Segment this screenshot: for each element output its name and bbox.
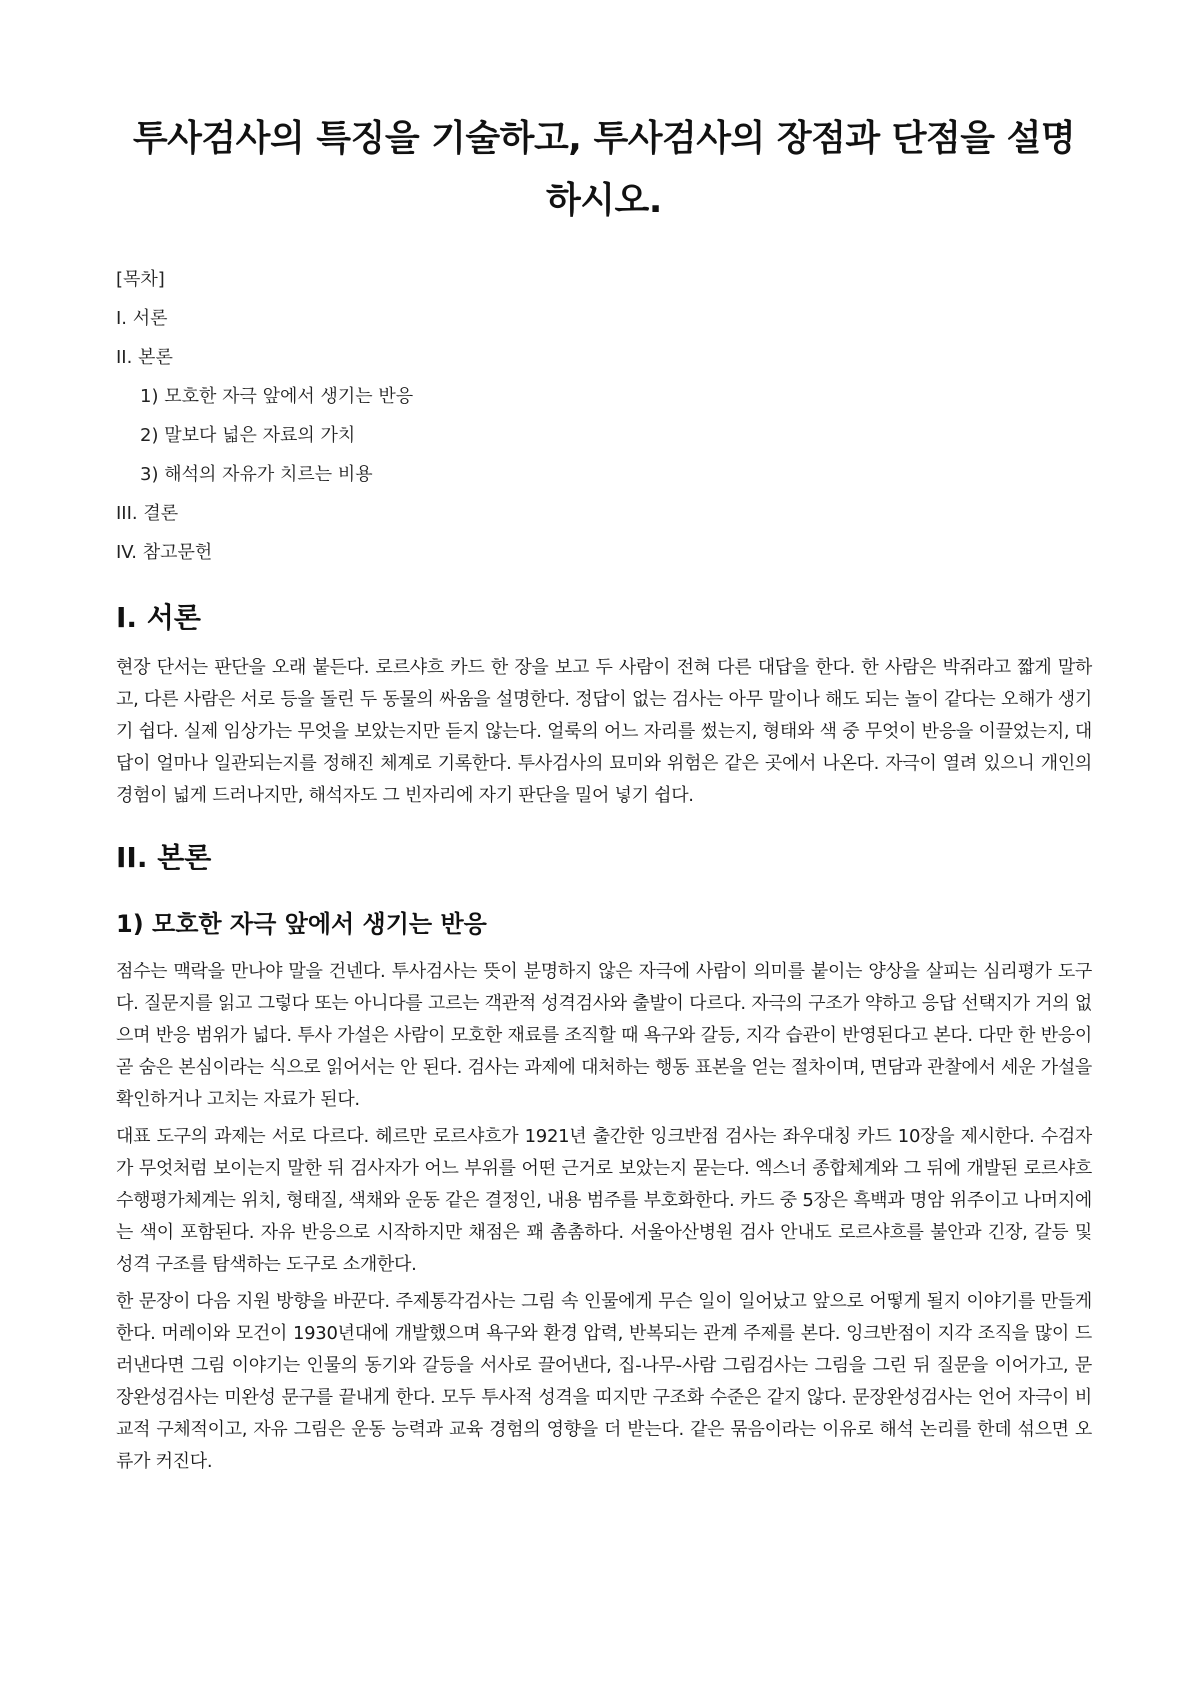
toc-item-body: II. 본론 [116,347,173,368]
toc-item-body-sub2: 2) 말보다 넓은 자료의 가치 [140,425,356,446]
body-sub1-paragraph-1: 점수는 맥락을 만나야 말을 건넨다. 투사검사는 뜻이 분명하지 않은 자극에 사람이 의미를 붙이는 양상을 살피는 심리평가 도구다. 질문지를 읽고 그렇다 또는 아니다를 고르는 객관적 성격검사와 출발이 다르다. 자극의 구조가 약하고 응답 선택지가 거의 없으며 반응 범위가 넓다. 투사 가설은 사람이 모호한 재료를 조직할 때 욕구와 갈등, 지각 습관이 반영된다고 본다. 다만 한 반응이 곧 숨은 본심이라는 식으로 읽어서는 안 된다. 검사는 과제에 대처하는 행동 표본을 얻는 절차이며, 면담과 관찰에서 세운 가설을 확인하거나 고치는 자료가 된다. [116,961,1092,1110]
body-sub1-paragraph-2: 대표 도구의 과제는 서로 다르다. 헤르만 로르샤흐가 1921년 출간한 잉크반점 검사는 좌우대칭 카드 10장을 제시한다. 수검자가 무엇처럼 보이는지 말한 뒤 검사자가 어느 부위를 어떤 근거로 보았는지 묻는다. 엑스너 종합체계와 그 뒤에 개발된 로르샤흐 수행평가체계는 위치, 형태질, 색채와 운동 같은 결정인, 내용 범주를 부호화한다. 카드 중 5장은 흑백과 명암 위주이고 나머지에는 색이 포함된다. 자유 반응으로 시작하지만 채점은 꽤 촘촘하다. 서울아산병원 검사 안내도 로르샤흐를 불안과 긴장, 갈등 및 성격 구조를 탐색하는 도구로 소개한다. [116,1126,1092,1275]
toc-item-body-sub1: 1) 모호한 자극 앞에서 생기는 반응 [140,386,414,407]
body-heading: II. 본론 [116,841,212,874]
body-sub1-paragraph-3: 한 문장이 다음 지원 방향을 바꾼다. 주제통각검사는 그림 속 인물에게 무슨 일이 일어났고 앞으로 어떻게 될지 이야기를 만들게 한다. 머레이와 모건이 1930년대에 개발했으며 욕구와 환경 압력, 반복되는 관계 주제를 본다. 잉크반점이 지각 조직을 많이 드러낸다면 그림 이야기는 인물의 동기와 갈등을 서사로 끌어낸다, 집-나무-사람 그림검사는 그림을 그린 뒤 질문을 이어가고, 문장완성검사는 미완성 문구를 끝내게 한다. 모두 투사적 성격을 띠지만 구조화 수준은 같지 않다. 문장완성검사는 언어 자극이 비교적 구체적이고, 자유 그림은 운동 능력과 교육 경험의 영향을 더 받는다. 같은 묶음이라는 이유로 해석 논리를 한데 섞으면 오류가 커진다. [116,1291,1092,1472]
table-of-contents [116,260,1092,572]
intro-paragraph: 현장 단서는 판단을 오래 붙든다. 로르샤흐 카드 한 장을 보고 두 사람이 전혀 다른 대답을 한다. 한 사람은 박쥐라고 짧게 말하고, 다른 사람은 서로 등을 돌린 두 동물의 싸움을 설명한다. 정답이 없는 검사는 아무 말이나 해도 되는 놀이 같다는 오해가 생기기 쉽다. 실제 임상가는 무엇을 보았는지만 듣지 않는다. 얼룩의 어느 자리를 썼는지, 형태와 색 중 무엇이 반응을 이끌었는지, 대답이 얼마나 일관되는지를 정해진 체계로 기록한다. 투사검사의 묘미와 위험은 같은 곳에서 나온다. 자극이 열려 있으니 개인의 경험이 넓게 드러나지만, 해석자도 그 빈자리에 자기 판단을 밀어 넣기 쉽다. [116,657,1092,806]
toc-label: [목차] [116,269,165,290]
toc-item-intro: I. 서론 [116,308,168,329]
toc-item-references: IV. 참고문헌 [116,542,213,563]
body-sub1-heading: 1) 모호한 자극 앞에서 생기는 반응 [116,910,487,938]
document-title: 투사검사의 특징을 기술하고, 투사검사의 장점과 단점을 설명하시오. [132,118,1076,221]
toc-item-body-sub3: 3) 해석의 자유가 치르는 비용 [140,464,373,485]
toc-item-conclusion: III. 결론 [116,503,179,524]
intro-heading: I. 서론 [116,601,201,634]
